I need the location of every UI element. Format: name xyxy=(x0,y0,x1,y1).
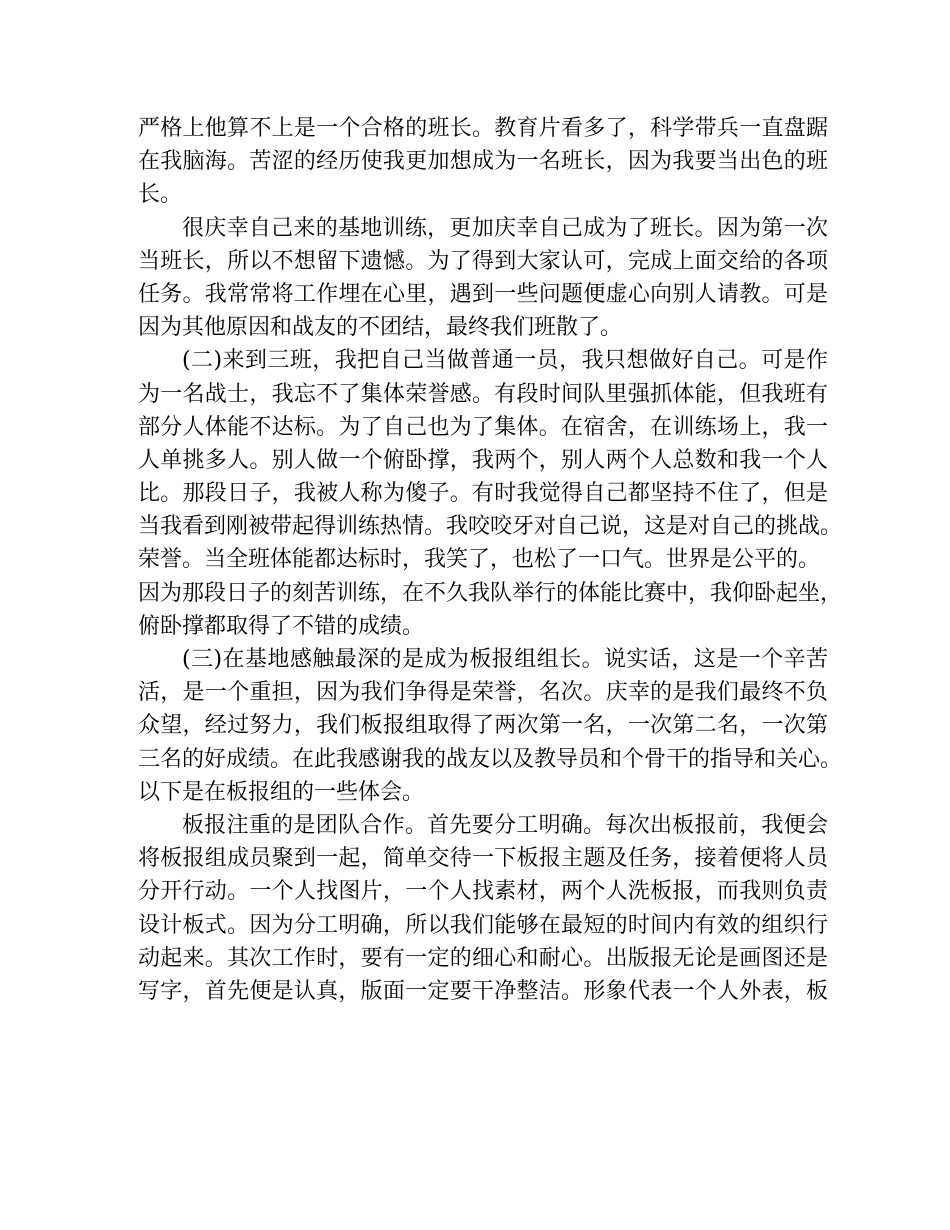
text-line: 分开行动。一个人找图片，一个人找素材，两个人洗板报，而我则负责 xyxy=(138,879,828,905)
text-line: 在我脑海。苦涩的经历使我更加想成为一名班长，因为我要当出色的班 xyxy=(138,149,828,175)
paragraph xyxy=(138,643,843,809)
text-line: 人单挑多人。别人做一个俯卧撑，我两个，别人两个人总数和我一个人 xyxy=(138,447,828,473)
paragraph xyxy=(138,112,828,212)
paragraph xyxy=(138,212,828,345)
document-body xyxy=(138,112,843,1008)
text-line: 因为那段日子的刻苦训练，在不久我队举行的体能比赛中，我仰卧起坐， xyxy=(138,580,843,606)
text-line: 活，是一个重担，因为我们争得是荣誉，名次。庆幸的是我们最终不负 xyxy=(138,680,828,706)
text-line: 俯卧撑都取得了不错的成绩。 xyxy=(138,613,425,639)
text-line: 为一名战士，我忘不了集体荣誉感。有段时间队里强抓体能，但我班有 xyxy=(138,381,828,407)
text-line: 以下是在板报组的一些体会。 xyxy=(138,779,425,805)
text-line: 长。 xyxy=(138,182,183,208)
text-line: 设计板式。因为分工明确，所以我们能够在最短的时间内有效的组织行 xyxy=(138,912,828,938)
text-line: 板报注重的是团队合作。首先要分工明确。每次出板报前，我便会 xyxy=(182,812,828,838)
text-line: 很庆幸自己来的基地训练，更加庆幸自己成为了班长。因为第一次 xyxy=(182,215,828,241)
text-line: 当我看到刚被带起得训练热情。我咬咬牙对自己说，这是对自己的挑战。 xyxy=(138,514,843,540)
text-line: 因为其他原因和战友的不团结，最终我们班散了。 xyxy=(138,315,623,341)
paragraph xyxy=(138,809,828,1008)
text-line: 将板报组成员聚到一起，简单交待一下板报主题及任务，接着便将人员 xyxy=(138,846,828,872)
text-line: 当班长，所以不想留下遗憾。为了得到大家认可，完成上面交给的各项 xyxy=(138,248,828,274)
text-line: 众望，经过努力，我们板报组取得了两次第一名，一次第二名，一次第 xyxy=(138,713,828,739)
text-line: 任务。我常常将工作埋在心里，遇到一些问题便虚心向别人请教。可是 xyxy=(138,281,828,307)
text-line: 比。那段日子，我被人称为傻子。有时我觉得自己都坚持不住了，但是 xyxy=(138,481,828,507)
text-line: 三名的好成绩。在此我感谢我的战友以及教导员和个骨干的指导和关心。 xyxy=(138,746,843,772)
text-line: (三)在基地感触最深的是成为板报组组长。说实话，这是一个辛苦 xyxy=(182,647,828,672)
text-line: 严格上他算不上是一个合格的班长。教育片看多了，科学带兵一直盘踞 xyxy=(138,116,828,141)
text-line: 部分人体能不达标。为了自己也为了集体。在宿舍，在训练场上，我一 xyxy=(138,414,828,440)
text-line: 荣誉。当全班体能都达标时，我笑了，也松了一口气。世界是公平的。 xyxy=(138,547,821,573)
text-line: (二)来到三班，我把自己当做普通一员，我只想做好自己。可是作 xyxy=(182,348,828,374)
text-line: 动起来。其次工作时，要有一定的细心和耐心。出版报无论是画图还是 xyxy=(138,945,828,971)
paragraph xyxy=(138,344,843,643)
text-line: 写字，首先便是认真，版面一定要干净整洁。形象代表一个人外表，板 xyxy=(138,978,828,1004)
